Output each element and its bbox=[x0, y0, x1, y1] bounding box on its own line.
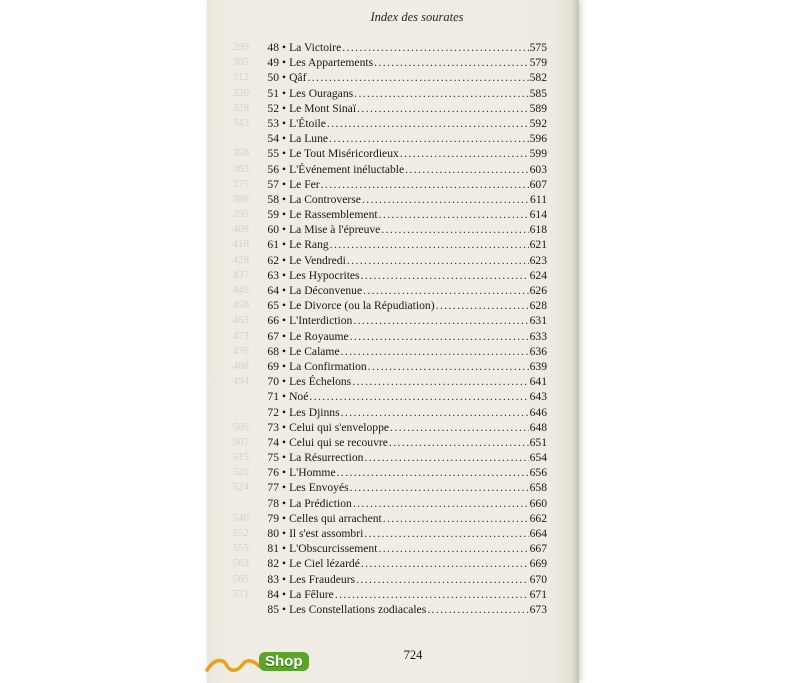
page-reference: 621 bbox=[529, 238, 547, 252]
page-reference: 599 bbox=[529, 147, 547, 161]
dot-leader bbox=[436, 298, 529, 313]
surah-number: 61 bbox=[267, 238, 279, 252]
page-reference: 651 bbox=[529, 435, 547, 449]
surah-number: 66 bbox=[267, 314, 279, 328]
surah-title: Le Rassemblement bbox=[289, 208, 378, 222]
bullet-separator: • bbox=[282, 329, 287, 343]
swoosh-icon bbox=[205, 656, 265, 676]
surah-title: La Mise à l'épreuve bbox=[289, 223, 381, 237]
page-edge-shadow bbox=[571, 0, 579, 683]
index-entry bbox=[251, 374, 547, 389]
index-entry bbox=[251, 101, 547, 116]
bleed-through-number: 563 bbox=[232, 557, 249, 570]
surah-number: 63 bbox=[267, 268, 279, 282]
dot-leader bbox=[321, 177, 529, 192]
bullet-separator: • bbox=[282, 481, 287, 495]
index-entry bbox=[251, 162, 547, 177]
bleed-through-number: 395 bbox=[232, 208, 249, 221]
page-reference: 662 bbox=[529, 511, 547, 525]
surah-title: Le Fer bbox=[289, 177, 320, 191]
bleed-through-number: 463 bbox=[232, 314, 249, 327]
page-reference: 624 bbox=[529, 268, 547, 282]
bullet-separator: • bbox=[282, 602, 287, 616]
bleed-through-number: 328 bbox=[232, 101, 249, 114]
page-reference: 669 bbox=[529, 557, 547, 571]
dot-leader bbox=[354, 86, 528, 101]
surah-title: La Prédiction bbox=[289, 496, 352, 510]
surah-number: 68 bbox=[267, 344, 279, 358]
dot-leader bbox=[363, 283, 528, 298]
bleed-through-number: 356 bbox=[232, 147, 249, 160]
surah-title: L'Événement inéluctable bbox=[289, 162, 405, 176]
dot-leader bbox=[341, 344, 529, 359]
bleed-through-number: 515 bbox=[232, 451, 249, 464]
index-entry bbox=[251, 86, 547, 101]
bleed-through-number: 555 bbox=[232, 542, 249, 555]
bullet-separator: • bbox=[282, 344, 287, 358]
bleed-through-number: 540 bbox=[232, 511, 249, 524]
page-reference: 626 bbox=[529, 284, 547, 297]
page-reference: 636 bbox=[529, 344, 547, 358]
bullet-separator: • bbox=[282, 542, 287, 556]
surah-number: 74 bbox=[267, 435, 279, 449]
dot-leader bbox=[374, 55, 529, 70]
bleed-through-number: 494 bbox=[232, 375, 249, 388]
surah-title: La Controverse bbox=[289, 192, 361, 206]
index-entry bbox=[251, 298, 547, 313]
surah-title: Le Divorce (ou la Répudiation) bbox=[289, 299, 435, 313]
bleed-through-number: 418 bbox=[232, 238, 249, 251]
surah-number: 49 bbox=[267, 56, 279, 70]
page-reference: 646 bbox=[529, 405, 547, 419]
page-reference: 623 bbox=[529, 253, 547, 267]
index-entry bbox=[251, 146, 547, 161]
surah-number: 82 bbox=[267, 557, 279, 571]
surah-number: 78 bbox=[267, 496, 279, 510]
surah-title: Noé bbox=[289, 390, 309, 404]
surah-number: 56 bbox=[267, 162, 279, 176]
surah-index-list bbox=[251, 40, 547, 617]
dot-leader bbox=[327, 116, 529, 131]
page-reference: 639 bbox=[529, 359, 547, 373]
index-entry bbox=[251, 313, 547, 328]
page-reference: 611 bbox=[530, 192, 547, 206]
index-entry bbox=[251, 40, 547, 55]
surah-title: Les Envoyés bbox=[289, 481, 349, 495]
page-reference: 579 bbox=[529, 56, 547, 70]
page-reference: 660 bbox=[529, 496, 547, 510]
bleed-through-number: 552 bbox=[232, 527, 249, 539]
dot-leader bbox=[362, 192, 529, 207]
surah-number: 72 bbox=[267, 405, 279, 419]
bullet-separator: • bbox=[282, 162, 287, 176]
index-entry bbox=[251, 572, 547, 587]
dot-leader bbox=[335, 587, 529, 602]
bleed-through-number bbox=[209, 131, 249, 146]
surah-title: Le Royaume bbox=[289, 329, 349, 343]
bullet-separator: • bbox=[282, 496, 287, 510]
dot-leader bbox=[347, 253, 529, 268]
dot-leader bbox=[405, 162, 528, 177]
surah-title: Les Constellations zodiacales bbox=[289, 602, 427, 616]
surah-number: 65 bbox=[267, 299, 279, 313]
surah-number: 73 bbox=[267, 420, 279, 434]
surah-number: 79 bbox=[267, 511, 279, 525]
dot-leader bbox=[356, 572, 529, 587]
index-entry bbox=[251, 465, 547, 480]
surah-title: La Résurrection bbox=[289, 451, 364, 465]
page-reference: 671 bbox=[529, 587, 547, 601]
dot-leader bbox=[390, 420, 529, 435]
bullet-separator: • bbox=[282, 375, 287, 389]
page-reference: 596 bbox=[529, 132, 547, 146]
surah-title: Les Appartements bbox=[289, 56, 374, 70]
bullet-separator: • bbox=[282, 223, 287, 237]
shop-label: Shop bbox=[259, 652, 309, 671]
page-reference: 618 bbox=[529, 223, 547, 237]
surah-number: 51 bbox=[267, 86, 279, 100]
dot-leader bbox=[364, 450, 528, 465]
index-entry bbox=[251, 207, 547, 222]
index-entry bbox=[251, 222, 547, 237]
bullet-separator: • bbox=[282, 208, 287, 222]
surah-number: 59 bbox=[267, 208, 279, 222]
page-reference: 643 bbox=[529, 390, 547, 404]
dot-leader bbox=[341, 405, 529, 420]
index-entry bbox=[251, 587, 547, 602]
surah-title: Le Tout Miséricordieux bbox=[289, 147, 399, 161]
surah-title: La Confirmation bbox=[289, 359, 367, 373]
bleed-through-number: 408 bbox=[232, 223, 249, 236]
surah-title: Les Ouragans bbox=[289, 86, 354, 100]
bullet-separator: • bbox=[282, 56, 287, 70]
surah-title: Qâf bbox=[289, 71, 307, 85]
surah-number: 52 bbox=[267, 101, 279, 115]
bullet-separator: • bbox=[282, 451, 287, 465]
surah-title: Celui qui s'enveloppe bbox=[289, 420, 390, 434]
dot-leader bbox=[350, 329, 529, 344]
page-reference: 670 bbox=[529, 572, 547, 586]
bleed-through-number: 507 bbox=[232, 435, 249, 448]
page-reference: 641 bbox=[529, 375, 547, 389]
dot-leader bbox=[329, 131, 529, 146]
surah-title: Celles qui arrachent bbox=[289, 511, 382, 525]
surah-title: L'Obscurcissement bbox=[289, 542, 378, 556]
page-reference: 603 bbox=[529, 162, 547, 176]
shop-logo bbox=[205, 650, 325, 678]
bleed-through-number: 488 bbox=[232, 359, 249, 372]
index-entry bbox=[251, 511, 547, 526]
page-reference: 607 bbox=[529, 177, 547, 191]
page-reference: 648 bbox=[529, 420, 547, 434]
surah-title: La Victoire bbox=[289, 41, 342, 54]
dot-leader bbox=[368, 359, 529, 374]
surah-title: Le Ciel lézardé bbox=[289, 557, 360, 571]
index-entry bbox=[251, 389, 547, 404]
bullet-separator: • bbox=[282, 116, 287, 130]
index-entry bbox=[251, 602, 547, 617]
index-entry bbox=[251, 496, 547, 511]
dot-leader bbox=[353, 313, 528, 328]
index-entry bbox=[251, 450, 547, 465]
bullet-separator: • bbox=[282, 101, 287, 115]
bullet-separator: • bbox=[282, 435, 287, 449]
bullet-separator: • bbox=[282, 587, 287, 601]
bleed-through-number: 456 bbox=[232, 299, 249, 312]
bleed-through-number: 476 bbox=[232, 344, 249, 357]
surah-title: Les Fraudeurs bbox=[289, 572, 356, 586]
surah-title: La Fêlure bbox=[289, 587, 334, 601]
index-entry bbox=[251, 480, 547, 495]
bleed-through-numbers bbox=[209, 40, 249, 602]
surah-title: La Lune bbox=[289, 132, 329, 146]
page-reference: 575 bbox=[529, 41, 547, 54]
bleed-through-number: 428 bbox=[232, 253, 249, 266]
bleed-through-number bbox=[209, 389, 249, 404]
index-entry bbox=[251, 556, 547, 571]
surah-title: L'Homme bbox=[289, 466, 336, 480]
surah-number: 81 bbox=[267, 542, 279, 556]
bleed-through-number: 565 bbox=[232, 572, 249, 585]
index-entry bbox=[251, 70, 547, 85]
dot-leader bbox=[381, 222, 528, 237]
index-entry bbox=[251, 192, 547, 207]
running-head: Index des sourates bbox=[370, 10, 464, 24]
index-entry bbox=[251, 283, 547, 298]
page-reference: 582 bbox=[529, 71, 547, 85]
bullet-separator: • bbox=[282, 466, 287, 480]
index-entry bbox=[251, 131, 547, 146]
bullet-separator: • bbox=[282, 86, 287, 100]
page-reference: 585 bbox=[529, 86, 547, 100]
index-entry bbox=[251, 526, 547, 541]
page-reference: 628 bbox=[529, 299, 547, 313]
surah-title: Il s'est assombri bbox=[289, 527, 364, 540]
bullet-separator: • bbox=[282, 511, 287, 525]
index-entry bbox=[251, 329, 547, 344]
surah-number: 48 bbox=[267, 41, 279, 54]
bullet-separator: • bbox=[282, 314, 287, 328]
surah-number: 76 bbox=[267, 466, 279, 480]
surah-number: 71 bbox=[267, 390, 279, 404]
surah-number: 64 bbox=[267, 284, 279, 297]
surah-title: L'Étoile bbox=[289, 116, 326, 130]
page-reference: 656 bbox=[529, 466, 547, 480]
bleed-through-number: 520 bbox=[232, 466, 249, 479]
bullet-separator: • bbox=[282, 268, 287, 282]
index-entry bbox=[251, 541, 547, 556]
bullet-separator: • bbox=[282, 359, 287, 373]
dot-leader bbox=[361, 556, 529, 571]
index-entry bbox=[251, 435, 547, 450]
dot-leader bbox=[353, 496, 529, 511]
page-reference: 633 bbox=[529, 329, 547, 343]
bleed-through-number: 505 bbox=[232, 420, 249, 433]
bleed-through-number: 363 bbox=[232, 162, 249, 175]
surah-number: 60 bbox=[267, 223, 279, 237]
index-entry bbox=[251, 237, 547, 252]
surah-number: 84 bbox=[267, 587, 279, 601]
surah-title: La Déconvenue bbox=[289, 284, 363, 297]
book-page bbox=[207, 0, 579, 683]
page-reference: 614 bbox=[529, 208, 547, 222]
surah-title: Les Échelons bbox=[289, 375, 352, 389]
index-entry bbox=[251, 359, 547, 374]
surah-title: Le Vendredi bbox=[289, 253, 346, 267]
bleed-through-number: 388 bbox=[232, 192, 249, 205]
bullet-separator: • bbox=[282, 390, 287, 404]
dot-leader bbox=[383, 511, 529, 526]
index-entry bbox=[251, 344, 547, 359]
surah-number: 50 bbox=[267, 71, 279, 85]
surah-number: 67 bbox=[267, 329, 279, 343]
surah-title: L'Interdiction bbox=[289, 314, 353, 328]
bleed-through-number: 312 bbox=[232, 71, 249, 84]
dot-leader bbox=[361, 268, 529, 283]
page-reference: 658 bbox=[529, 481, 547, 495]
index-entry bbox=[251, 55, 547, 70]
index-entry bbox=[251, 253, 547, 268]
index-entry bbox=[251, 116, 547, 131]
surah-number: 77 bbox=[267, 481, 279, 495]
bullet-separator: • bbox=[282, 192, 287, 206]
page-reference: 592 bbox=[529, 116, 547, 130]
bullet-separator: • bbox=[282, 147, 287, 161]
surah-number: 54 bbox=[267, 132, 279, 146]
surah-number: 58 bbox=[267, 192, 279, 206]
bullet-separator: • bbox=[282, 71, 287, 85]
page-reference: 664 bbox=[529, 527, 547, 540]
dot-leader bbox=[309, 389, 528, 404]
bleed-through-number: 343 bbox=[232, 116, 249, 129]
surah-number: 75 bbox=[267, 451, 279, 465]
surah-number: 85 bbox=[267, 602, 279, 616]
surah-title: Les Hypocrites bbox=[289, 268, 360, 282]
surah-title: Le Rang bbox=[289, 238, 329, 252]
page-reference: 654 bbox=[529, 451, 547, 465]
dot-leader bbox=[389, 435, 529, 450]
dot-leader bbox=[378, 541, 528, 556]
bullet-separator: • bbox=[282, 557, 287, 571]
page-reference: 673 bbox=[529, 602, 547, 616]
bleed-through-number: 299 bbox=[232, 41, 249, 53]
bleed-through-number bbox=[209, 405, 249, 420]
bullet-separator: • bbox=[282, 132, 287, 146]
dot-leader bbox=[357, 101, 529, 116]
bleed-through-number: 571 bbox=[232, 587, 249, 600]
page-reference: 667 bbox=[529, 542, 547, 556]
dot-leader bbox=[379, 207, 529, 222]
dot-leader bbox=[307, 70, 528, 85]
bullet-separator: • bbox=[282, 572, 287, 586]
dot-leader bbox=[337, 465, 529, 480]
surah-number: 70 bbox=[267, 375, 279, 389]
dot-leader bbox=[330, 237, 529, 252]
bleed-through-number bbox=[209, 496, 249, 511]
bleed-through-number: 375 bbox=[232, 177, 249, 190]
dot-leader bbox=[400, 146, 529, 161]
bullet-separator: • bbox=[282, 299, 287, 313]
dot-leader bbox=[427, 602, 528, 617]
dot-leader bbox=[342, 40, 528, 55]
surah-number: 57 bbox=[267, 177, 279, 191]
bleed-through-number: 473 bbox=[232, 329, 249, 342]
dot-leader bbox=[350, 480, 529, 495]
surah-number: 62 bbox=[267, 253, 279, 267]
page-reference: 589 bbox=[529, 101, 547, 115]
bullet-separator: • bbox=[282, 420, 287, 434]
surah-title: Les Djinns bbox=[289, 405, 340, 419]
bleed-through-number: 437 bbox=[232, 268, 249, 281]
bleed-through-number: 524 bbox=[232, 481, 249, 494]
bleed-through-number: 305 bbox=[232, 56, 249, 69]
surah-number: 83 bbox=[267, 572, 279, 586]
bullet-separator: • bbox=[282, 253, 287, 267]
bleed-through-number: 320 bbox=[232, 86, 249, 99]
dot-leader bbox=[352, 374, 528, 389]
bleed-through-number: 445 bbox=[232, 284, 249, 296]
page-number: 724 bbox=[403, 648, 423, 662]
index-entry bbox=[251, 405, 547, 420]
index-entry bbox=[251, 420, 547, 435]
bullet-separator: • bbox=[282, 177, 287, 191]
surah-number: 69 bbox=[267, 359, 279, 373]
surah-number: 53 bbox=[267, 116, 279, 130]
surah-title: Le Calame bbox=[289, 344, 340, 358]
surah-number: 55 bbox=[267, 147, 279, 161]
page-reference: 631 bbox=[529, 314, 547, 328]
dot-leader bbox=[364, 526, 528, 541]
bullet-separator: • bbox=[282, 284, 287, 297]
bullet-separator: • bbox=[282, 527, 287, 540]
surah-title: Le Mont Sinaï bbox=[289, 101, 357, 115]
surah-number: 80 bbox=[267, 527, 279, 540]
index-entry bbox=[251, 177, 547, 192]
bullet-separator: • bbox=[282, 238, 287, 252]
bullet-separator: • bbox=[282, 41, 287, 54]
surah-title: Celui qui se recouvre bbox=[289, 435, 388, 449]
bullet-separator: • bbox=[282, 405, 287, 419]
index-entry bbox=[251, 268, 547, 283]
